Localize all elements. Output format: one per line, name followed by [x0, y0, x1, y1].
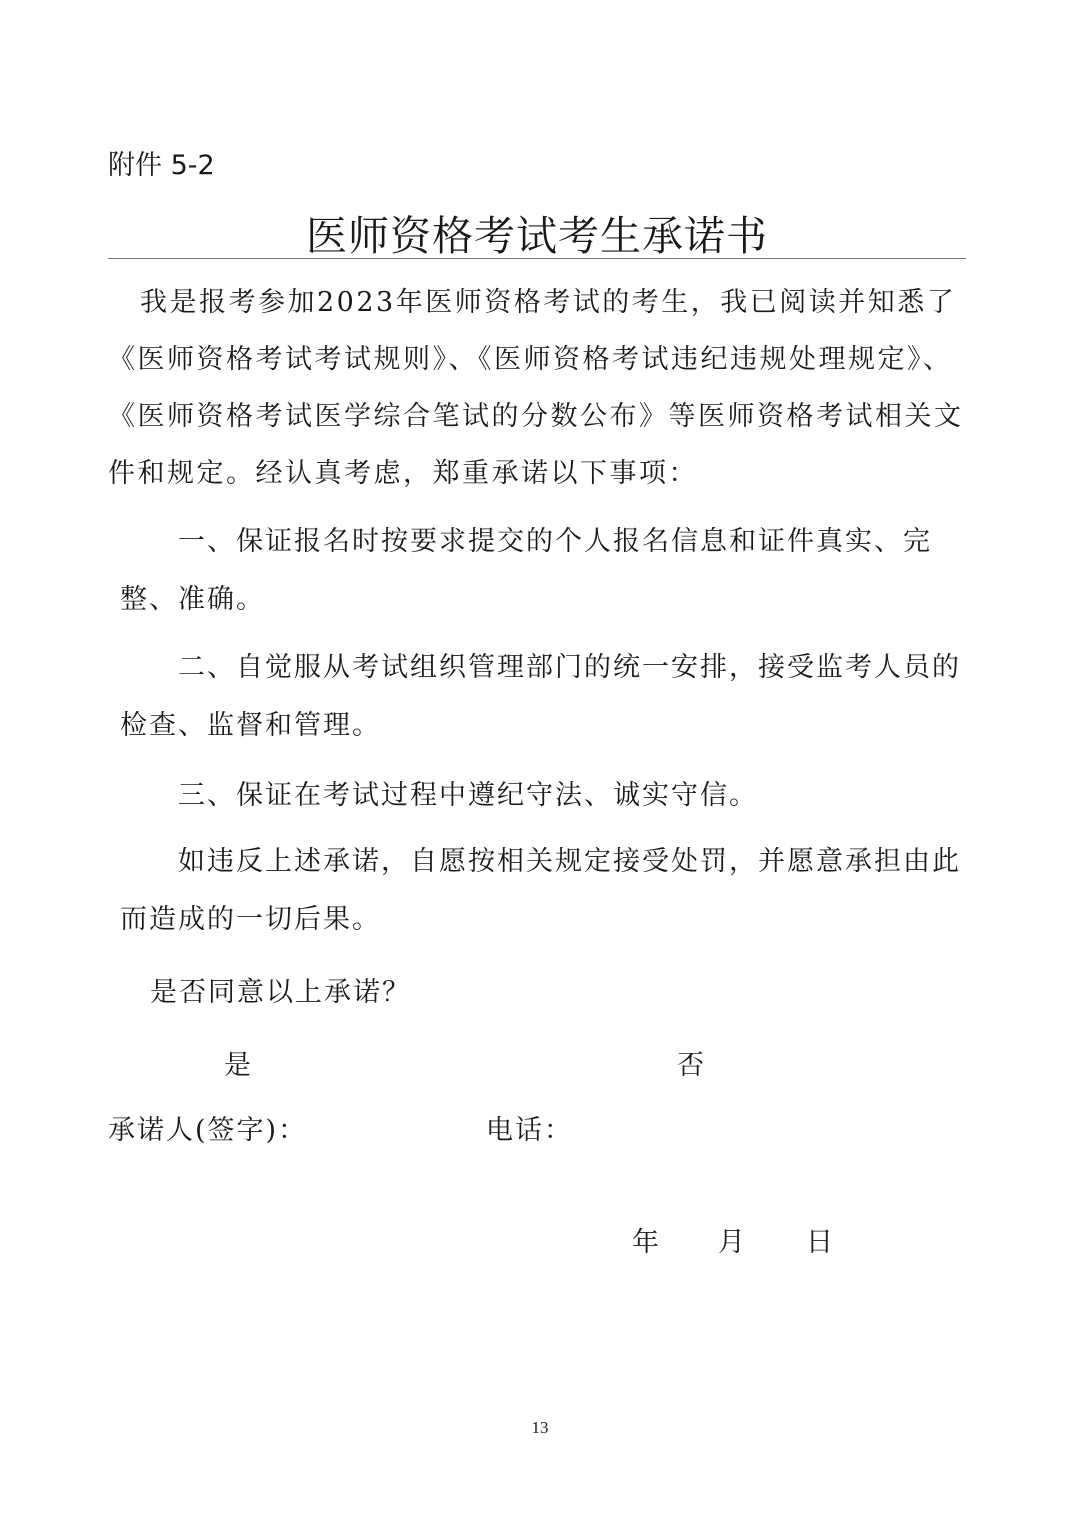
commitment-item-1: 一、保证报名时按要求提交的个人报名信息和证件真实、完整、准确。 — [120, 526, 932, 615]
document-title: 医师资格考试考生承诺书 — [306, 212, 768, 260]
option-yes[interactable]: 是 — [224, 1050, 251, 1081]
date-line — [632, 1220, 833, 1259]
agree-question: 是否同意以上承诺？ — [150, 977, 411, 1008]
commitment-item-2: 二、自觉服从考试组织管理部门的统一安排，接受监考人员的检查、监督和管理。 — [120, 652, 961, 741]
attachment-label: 附件 5-2 — [108, 150, 215, 181]
intro-paragraph: 我是报考参加2023年医师资格考试的考生，我已阅读并知悉了《医师资格考试考试规则》、《医师资格考试违纪违规处理规定》、《医师资格考试医学综合笔试的分数公布》等医师资格考试相关文件和规定。经认真考虑，郑重承诺以下事项： — [108, 287, 964, 489]
date-day: 日 — [806, 1227, 833, 1258]
violation-clause: 如违反上述承诺，自愿按相关规定接受处罚，并愿意承担由此而造成的一切后果。 — [120, 846, 961, 935]
date-month: 月 — [718, 1227, 745, 1258]
signer-label: 承诺人(签字)： — [108, 1115, 308, 1146]
commitment-item-3: 三、保证在考试过程中遵纪守法、诚实守信。 — [178, 780, 758, 811]
page-number: 13 — [531, 1418, 549, 1437]
date-year: 年 — [632, 1227, 659, 1258]
option-no[interactable]: 否 — [677, 1050, 704, 1081]
title-divider — [108, 258, 966, 259]
phone-label: 电话： — [486, 1115, 573, 1146]
